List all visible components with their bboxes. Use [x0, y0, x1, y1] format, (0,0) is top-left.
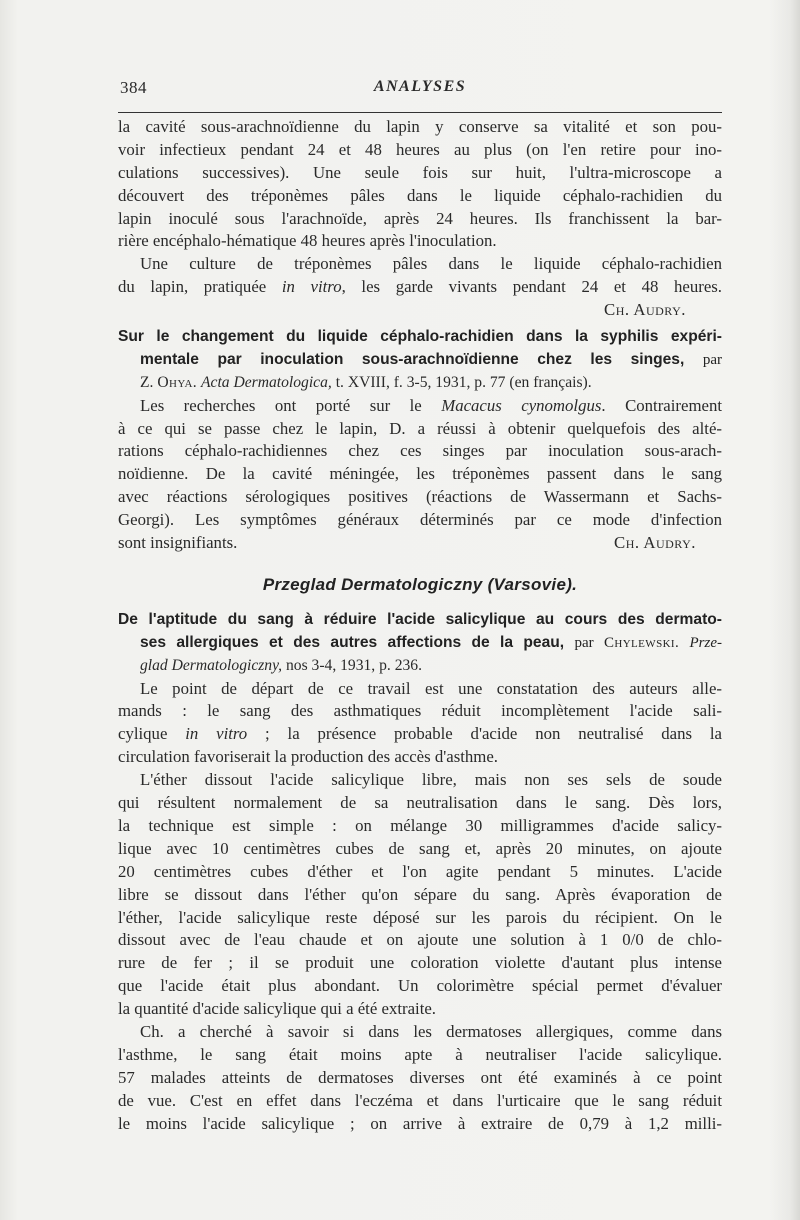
text-run: . Contrairement	[601, 395, 722, 415]
header-rule	[118, 112, 722, 113]
article-title: De l'aptitude du sang à réduire l'acide salicylique au cours des dermato-	[118, 610, 722, 628]
text-line: rure de fer ; il se produit une coloration violette d'autant plus intense	[118, 953, 722, 973]
text-line: qui résultent normalement de sa neutralisation dans le sang. Dès lors,	[118, 793, 722, 813]
article-reference	[118, 655, 722, 678]
reference-details: t. XVIII, f. 3-5, 1931, p. 77 (en français).	[331, 373, 592, 391]
italic-term: in vitro	[281, 277, 342, 297]
article-title	[118, 632, 722, 655]
by-word: par	[574, 634, 594, 651]
author-name: Ohya.	[157, 373, 198, 391]
text-line: avec réactions sérologiques positives (réactions de Wassermann et Sachs-	[118, 487, 722, 507]
text-line: découvert des tréponèmes pâles dans le liquide céphalo-rachidien du	[118, 185, 722, 205]
text-run: cylique	[118, 724, 186, 744]
text-line: 20 centimètres cubes d'éther et l'on agite pendant 5 minutes. L'acide	[118, 861, 722, 881]
text-line: voir infectieux pendant 24 et 48 heures au plus (on l'en retire pour ino-	[118, 139, 722, 159]
text-line: L'éther dissout l'acide salicylique libre, mais non ses sels de soude	[140, 770, 722, 790]
text-line: dissout avec de l'eau chaude et on ajoute une solution à 1 0/0 de chlo-	[118, 930, 722, 950]
signature: Ch. Audry.	[604, 300, 686, 320]
running-head: ANALYSES	[373, 78, 467, 95]
text-line: le moins l'acide salicylique ; on arrive à extraire de 0,79 à 1,2 milli-	[118, 1113, 722, 1133]
page-body	[118, 116, 722, 1135]
text-line: noïdienne. De la cavité méningée, les tréponèmes passent dans le sang	[118, 464, 722, 484]
text-run: Les recherches ont porté sur le	[140, 395, 442, 415]
text-line: l'éther, l'acide salicylique reste déposé sur les parois du récipient. On le	[118, 907, 722, 927]
text-line: circulation favoriserait la production des accès d'asthme.	[118, 747, 498, 767]
page-number: 384	[120, 78, 147, 97]
journal-name: glad Dermatologiczny,	[140, 656, 283, 674]
journal-name: Prze-	[689, 634, 722, 651]
journal-name: Acta Dermatologica,	[201, 373, 332, 391]
text-line: Ch. a cherché à savoir si dans les dermatoses allergiques, comme dans	[140, 1021, 722, 1041]
article-title: Sur le changement du liquide céphalo-rachidien dans la syphilis expéri-	[118, 328, 722, 346]
text-line	[118, 532, 722, 555]
text-run: , les garde vivants pendant 24 et 48 heures.	[341, 277, 722, 297]
text-line	[118, 723, 722, 746]
text-line: que l'acide était plus abondant. Un colorimètre spécial permet d'évaluer	[118, 976, 722, 996]
text-line	[118, 276, 722, 299]
text-line: de vue. C'est en effet dans l'eczéma et dans l'urticaire que le sang réduit	[118, 1090, 722, 1110]
review-article-chylewski	[118, 609, 722, 1135]
text-line: 57 malades atteints de dermatoses diverses ont été examinés à ce point	[118, 1067, 722, 1087]
text-line: libre se dissout dans l'éther qu'on sépare du sang. Après évaporation de	[118, 884, 722, 904]
title-run: ses allergiques et des autres affections de la peau,	[140, 633, 565, 651]
text-run: sont insignifiants.	[118, 533, 238, 553]
text-run: du lapin, pratiquée	[118, 277, 282, 297]
text-line: l'asthme, le sang était moins apte à neutraliser l'acide salicylique.	[118, 1044, 722, 1064]
text-line	[118, 395, 722, 418]
text-line: la technique est simple : on mélange 30 milligrammes d'acide salicy-	[118, 815, 722, 835]
text-line: la quantité d'acide salicylique qui a été extraite.	[118, 999, 436, 1019]
text-line: lapin inoculé sous l'arachnoïde, après 24 heures. Ils franchissent la bar-	[118, 208, 722, 228]
text-line: la cavité sous-arachnoïdienne du lapin y conserve sa vitalité et son pou-	[118, 117, 722, 136]
text-line: mands : le sang des asthmatiques réduit incomplètement l'acide sali-	[118, 701, 722, 721]
article-title	[118, 349, 722, 372]
author-name: Chylewski.	[603, 634, 680, 651]
article-reference	[118, 372, 722, 395]
page-header	[118, 78, 722, 102]
text-line: Une culture de tréponèmes pâles dans le liquide céphalo-rachidien	[140, 254, 722, 274]
title-run: mentale par inoculation sous-arachnoïdienne chez les singes,	[140, 350, 685, 368]
text-line: à ce qui se passe chez le lapin, D. a réussi à obtenir quelquefois des alté-	[118, 418, 722, 438]
continued-review	[118, 116, 722, 322]
reference-details: nos 3-4, 1931, p. 236.	[282, 656, 422, 674]
italic-term: Macacus cynomolgus	[441, 395, 602, 415]
text-line: Le point de départ de ce travail est une constatation des auteurs alle-	[140, 678, 722, 698]
text-run: ; la présence probable d'acide non neutralisé dans la	[247, 724, 722, 744]
text-line: culations successives). Une seule fois sur huit, l'ultra-microscope a	[118, 162, 722, 182]
text-line: lique avec 10 centimètres cubes de sang et, après 20 minutes, on ajoute	[118, 838, 722, 858]
text-line: Georgi). Les symptômes généraux déterminés par ce mode d'infection	[118, 510, 722, 530]
italic-term: in vitro	[185, 724, 248, 744]
text-line: rière encéphalo-hématique 48 heures après l'inoculation.	[118, 231, 497, 251]
signature: Ch. Audry.	[614, 533, 696, 553]
by-word: par	[702, 351, 722, 368]
author-initial: Z.	[140, 373, 158, 391]
review-article-ohya	[118, 326, 722, 555]
section-heading: Przeglad Dermatologiczny (Varsovie).	[262, 574, 578, 594]
text-line: rations céphalo-rachidiennes chez ces singes par inoculation sous-arach-	[118, 441, 722, 461]
